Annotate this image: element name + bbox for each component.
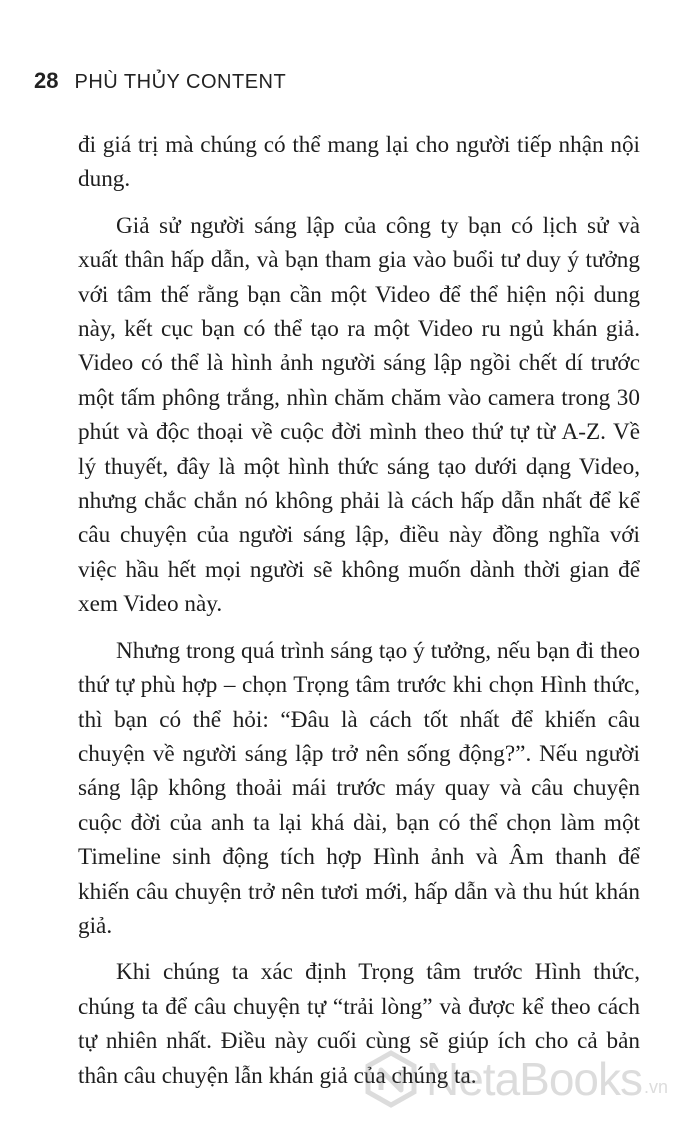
running-title: PHÙ THỦY CONTENT bbox=[74, 71, 287, 93]
paragraph: Giả sử người sáng lập của công ty bạn có lịch sử và xuất thân hấp dẫn, và bạn tham gia vào buổi tư duy ý tưởng với tâm thế rằng bạn cần một Video để thể hiện nội dung này, kết cục bạn có thể tạo ra một Video ru ngủ khán giả. Video có thể là hình ảnh người sáng lập ngồi chết dí trước một tấm phông trắng, nhìn chăm chăm vào camera trong 30 phút và độc thoại về cuộc đời mình theo thứ tự từ A-Z. Về lý thuyết, đây là một hình thức sáng tạo dưới dạng Video, nhưng chắc chắn nó không phải là cách hấp dẫn nhất để kể câu chuyện của người sáng lập, điều này đồng nghĩa với việc hầu hết mọi người sẽ không muốn dành thời gian để xem Video này. bbox=[78, 212, 640, 618]
watermark-suffix: .vn bbox=[644, 1076, 669, 1097]
watermark-brand: NetaBooks bbox=[426, 1053, 643, 1105]
page-number: 28 bbox=[34, 68, 59, 93]
paragraph: Nhưng trong quá trình sáng tạo ý tưởng, nếu bạn đi theo thứ tự phù hợp – chọn Trọng tâm trước khi chọn Hình thức, thì bạn có thể hỏi: “Đâu là cách tốt nhất để khiến câu chuyện về người sáng lập trở nên sống động?”. Nếu người sáng lập không thoải mái trước máy quay và câu chuyện cuộc đời của anh ta lại khá dài, bạn có thể chọn làm một Timeline sinh động tích hợp Hình ảnh và Âm thanh để khiến câu chuyện trở nên tươi mới, hấp dẫn và thu hút khán giả. bbox=[78, 637, 640, 939]
paragraph-continued: đi giá trị mà chúng có thể mang lại cho người tiếp nhận nội dung. bbox=[78, 132, 640, 193]
paragraph: Khi chúng ta xác định Trọng tâm trước Hình thức, chúng ta để câu chuyện tự “trải lòng” và được kể theo cách tự nhiên nhất. Điều này cuối cùng sẽ giúp ích cho cả bản thân câu chuyện lẫn khán giả của chúng ta. bbox=[78, 959, 640, 1089]
page-header bbox=[34, 68, 286, 94]
watermark bbox=[362, 1050, 668, 1108]
body-text bbox=[78, 128, 643, 1105]
netabooks-logo-icon bbox=[362, 1050, 420, 1108]
